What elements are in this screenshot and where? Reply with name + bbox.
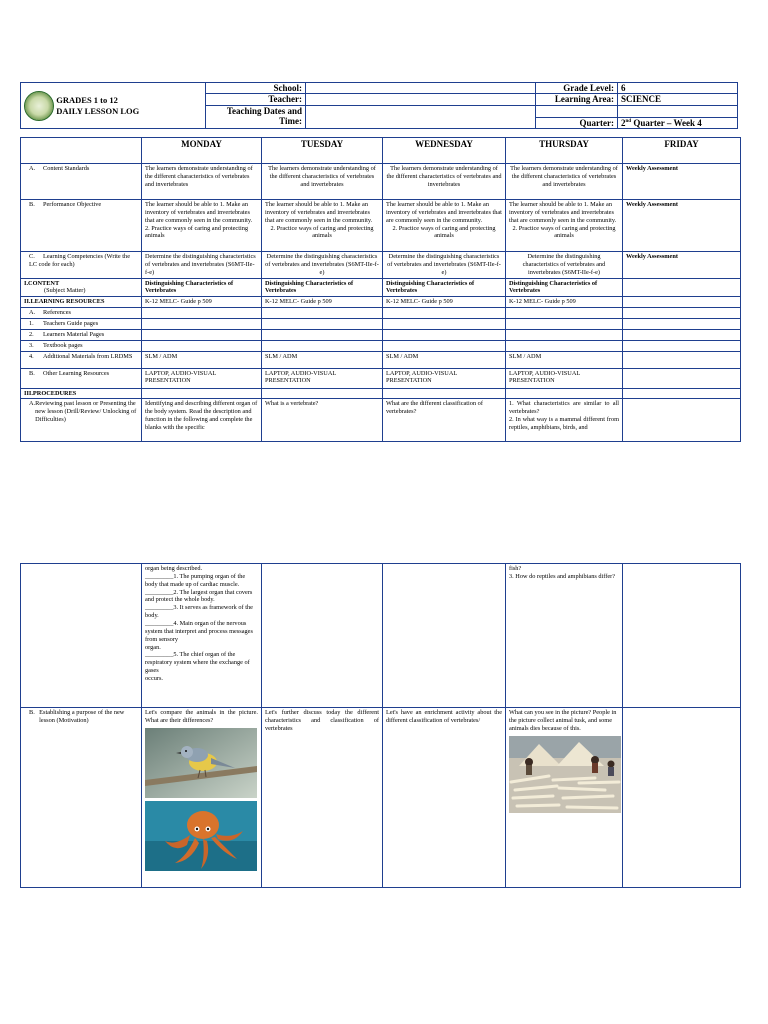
blank-cell [262, 340, 383, 351]
row-label-text: Content Standards [43, 165, 90, 172]
header-table [20, 82, 738, 129]
learning-area-label: Learning Area: [536, 94, 618, 105]
additional-thursday: SLM / ADM [506, 351, 623, 368]
row-label-performance-objective [21, 200, 142, 252]
row-label-text: Establishing a purpose of the new lesson (Motivation) [39, 709, 125, 724]
row-letter: C. [29, 253, 35, 260]
day-header-wednesday: WEDNESDAY [383, 138, 506, 164]
day-header-tuesday: TUESDAY [262, 138, 383, 164]
performance-item-2: 2. Practice ways of caring and protecting animals [512, 224, 616, 240]
reviewing-monday-continued [142, 564, 262, 708]
resources-thursday: K-12 MELC- Guide p 509 [506, 297, 623, 308]
row-label-text: Learning Competencies (Write the LC code for each) [29, 253, 130, 268]
reviewing-question-2: 2. In what way is a mammal different from reptiles, amphibians, birds, and [509, 416, 619, 432]
row-letter: B. [29, 369, 35, 377]
blank-cell [623, 388, 741, 399]
blank-cell [623, 351, 741, 368]
reviewing-thursday-continued [506, 564, 623, 708]
day-header-friday: FRIDAY [623, 138, 741, 164]
ivory-tusks-photo [509, 736, 621, 813]
grade-level-label: Grade Level: [536, 83, 618, 94]
row-label-content [21, 278, 142, 297]
octopus-photo [145, 801, 257, 871]
additional-monday: SLM / ADM [142, 351, 262, 368]
blank-cell [142, 319, 262, 330]
performance-item-2: 2. Practice ways of caring and protecting animals [145, 224, 248, 240]
reviewing-monday: Identifying and describing different organ of the body system. Read the description and function in the following and complete the blanks with the specific [142, 399, 262, 442]
blank-cell [506, 340, 623, 351]
day-header-thursday: THURSDAY [506, 138, 623, 164]
content-tuesday: Distinguishing Characteristics of Vertebrates [262, 278, 383, 297]
content-monday: Distinguishing Characteristics of Vertebrates [142, 278, 262, 297]
content-standards-friday: Weekly Assessment [623, 164, 741, 200]
quarter-suffix: nd [625, 118, 632, 124]
row-label-text: Learners Material Pages [43, 330, 105, 338]
performance-item-2: 2. Practice ways of caring and protecting animals [270, 224, 374, 240]
row-label-text: Additional Materials from LRDMS [43, 352, 133, 360]
performance-monday [142, 200, 262, 252]
other-tuesday: LAPTOP, AUDIO-VISUAL PRESENTATION [262, 368, 383, 388]
quarter-text: Quarter – Week 4 [631, 117, 702, 128]
text-line: organ. [145, 643, 161, 651]
blank-cell [142, 329, 262, 340]
blank-cell [623, 319, 741, 330]
blank-cell [506, 388, 623, 399]
lesson-log-continuation-table [20, 563, 741, 888]
row-label-reviewing [21, 399, 142, 442]
quarter-label: Quarter: [536, 117, 618, 128]
row-letter: A. [29, 165, 36, 172]
blank-cell [142, 388, 262, 399]
row-label-other-resources [21, 368, 142, 388]
other-wednesday: LAPTOP, AUDIO-VISUAL PRESENTATION [383, 368, 506, 388]
performance-item-2: 2. Practice ways of caring and protecting animals [392, 224, 496, 240]
text-line: _________3. It serves as framework of the body. [145, 604, 253, 620]
performance-friday: Weekly Assessment [623, 200, 741, 252]
blank-cell [623, 368, 741, 388]
blank-cell [623, 308, 741, 319]
blank-cell [383, 564, 506, 708]
blank-cell [506, 319, 623, 330]
text-line: organ being described. [145, 565, 203, 572]
blank-cell [623, 708, 741, 888]
row-label-text: Textbook pages [43, 341, 83, 349]
text-line: _________4. Main organ of the nervous system that interpret and process messages [145, 620, 253, 635]
row-letter: 4. [29, 352, 34, 360]
content-standards-wednesday: The learners demonstrate understanding of the different characteristics of vertebrates and invertebrates [383, 164, 506, 200]
blank-cell [262, 564, 383, 708]
row-label-learning-resources: II.LEARNING RESOURCES [21, 297, 142, 308]
teaching-dates-label [206, 105, 306, 128]
motivation-text: Let's compare the animals in the picture. What are their differences? [145, 709, 258, 724]
text-line: _________5. The chief organ of the respiratory system where the exchange of gases [145, 651, 250, 675]
content-standards-tuesday: The learners demonstrate understanding of the different characteristics of vertebrates and invertebrates [262, 164, 383, 200]
other-monday: LAPTOP, AUDIO-VISUAL PRESENTATION [142, 368, 262, 388]
row-label-learners-material [21, 329, 142, 340]
other-thursday: LAPTOP, AUDIO-VISUAL PRESENTATION [506, 368, 623, 388]
blank-cell [536, 105, 618, 117]
performance-item-1: The learner should be able to 1. Make an inventory of vertebrates and invertebrates that are commonly seen in the community. [145, 201, 253, 224]
blank-cell [383, 388, 506, 399]
row-letter: 2. [29, 330, 34, 338]
competencies-thursday: Determine the distinguishing characteristics of vertebrates and invertebrates (S6MT-IIe-f-e) [506, 252, 623, 279]
content-thursday: Distinguishing Characteristics of Vertebrates [506, 278, 623, 297]
performance-wednesday [383, 200, 506, 252]
additional-tuesday: SLM / ADM [262, 351, 383, 368]
content-standards-thursday: The learners demonstrate understanding of the different characteristics of vertebrates and invertebrates [506, 164, 623, 200]
reviewing-tuesday: What is a vertebrate? [262, 399, 383, 442]
additional-wednesday: SLM / ADM [383, 351, 506, 368]
blank-cell [383, 340, 506, 351]
blank-cell [383, 319, 506, 330]
learning-area-value: SCIENCE [618, 94, 738, 105]
blank-cell [262, 308, 383, 319]
motivation-monday [142, 708, 262, 888]
school-value [306, 83, 536, 94]
row-letter: B. [29, 709, 35, 716]
blank-cell [142, 308, 262, 319]
performance-tuesday [262, 200, 383, 252]
text-line: _________1. The pumping organ of the body that made up of cardiac muscle. [145, 572, 246, 588]
row-label-procedures: III.PROCEDURES [21, 388, 142, 399]
competencies-monday: Determine the distinguishing characteristics of vertebrates and invertebrates (S6MT-IIe-f-e) [142, 252, 262, 279]
text-line: fish? [509, 565, 522, 572]
content-wednesday: Distinguishing Characteristics of Vertebrates [383, 278, 506, 297]
resources-tuesday: K-12 MELC- Guide p 509 [262, 297, 383, 308]
competencies-tuesday: Determine the distinguishing characteristics of vertebrates and invertebrates (S6MT-IIe-f-e) [262, 252, 383, 279]
quarter-value [618, 117, 738, 128]
resources-monday: K-12 MELC- Guide p 509 [142, 297, 262, 308]
content-label: I.CONTENT [24, 279, 60, 287]
row-label-text: References [43, 309, 71, 317]
performance-item-1: The learner should be able to 1. Make an inventory of vertebrates and invertebrates that are commonly seen in the community. [509, 201, 617, 224]
row-label-text: Other Learning Resources [43, 369, 110, 377]
motivation-tuesday: Let's further discuss today the different characteristics and classification of vertebrates [262, 708, 383, 888]
grade-level-value: 6 [618, 83, 738, 94]
blank-cell [262, 329, 383, 340]
row-label-text: Performance Objective [43, 201, 102, 208]
motivation-wednesday: Let's have an enrichment activity about the different classification of vertebrates/ [383, 708, 506, 888]
blank-cell [262, 388, 383, 399]
row-label-text: Teachers Guide pages [43, 320, 99, 328]
performance-item-1: The learner should be able to 1. Make an inventory of vertebrates and invertebrates that are commonly seen in the community. [386, 201, 502, 224]
deped-seal-logo [24, 91, 54, 121]
teaching-dates-label-1: Teaching Dates and [226, 105, 302, 116]
teaching-dates-value [306, 105, 536, 128]
row-letter: 3. [29, 341, 34, 349]
blank-cell [623, 329, 741, 340]
teaching-dates-label-2: Time: [279, 116, 302, 127]
blank-cell [623, 564, 741, 708]
blank-cell [618, 105, 738, 117]
row-label-textbook [21, 340, 142, 351]
row-letter: B. [29, 201, 35, 208]
teacher-value [306, 94, 536, 105]
blank-cell [262, 319, 383, 330]
text-line: from sensory [145, 635, 179, 643]
blank-cell [623, 399, 741, 442]
content-friday [623, 278, 741, 297]
row-label-additional-materials [21, 351, 142, 368]
day-header-monday: MONDAY [142, 138, 262, 164]
blank-cell [623, 340, 741, 351]
quarter-number: 2 [621, 117, 626, 128]
row-label-text: Reviewing past lesson or Presenting the new lesson (Drill/Review/ Unlocking of Difficulties) [35, 400, 137, 424]
row-letter: A. [29, 309, 36, 317]
text-line: occurs. [145, 675, 164, 683]
motivation-thursday [506, 708, 623, 888]
row-label-references [21, 308, 142, 319]
blank-cell [383, 308, 506, 319]
reviewing-wednesday: What are the different classification of vertebrates? [383, 399, 506, 442]
performance-item-1: The learner should be able to 1. Make an inventory of vertebrates and invertebrates that are commonly seen in the community. [265, 201, 373, 224]
row-label-learning-competencies [21, 252, 142, 279]
title-line-1: GRADES 1 to 12 [56, 95, 118, 106]
text-line: 3. How do reptiles and amphibians differ? [509, 572, 616, 580]
performance-thursday [506, 200, 623, 252]
teacher-label: Teacher: [206, 94, 306, 105]
corner-cell [21, 138, 142, 164]
blank-cell [506, 308, 623, 319]
text-line: _________2. The largest organ that covers and protect the whole body. [145, 588, 253, 604]
row-letter: 1. [29, 320, 34, 328]
motivation-text: What can you see in the picture? People in the picture collect animal tusk, and some animals dies because of this. [509, 709, 617, 732]
blank-cell [383, 329, 506, 340]
row-label-motivation [21, 708, 142, 888]
resources-wednesday: K-12 MELC- Guide p 509 [383, 297, 506, 308]
school-label: School: [206, 83, 306, 94]
reviewing-thursday [506, 399, 623, 442]
competencies-friday: Weekly Assessment [623, 252, 741, 279]
content-standards-monday: The learners demonstrate understanding of the different characteristics of vertebrates and invertebrates [142, 164, 262, 200]
reviewing-question-1: 1. What characteristics are similar to all vertebrates? [509, 400, 619, 416]
title-cell [21, 83, 206, 129]
bird-photo [145, 728, 257, 798]
competencies-wednesday: Determine the distinguishing characteristics of vertebrates and invertebrates (S6MT-IIe-f-e) [383, 252, 506, 279]
blank-cell [21, 564, 142, 708]
blank-cell [142, 340, 262, 351]
lesson-log-table [20, 137, 741, 442]
content-sublabel: (Subject Matter) [44, 287, 86, 295]
row-letter: A. [29, 400, 36, 408]
row-label-content-standards [21, 164, 142, 200]
row-label-teachers-guide [21, 319, 142, 330]
resources-friday [623, 297, 741, 308]
title-line-2: DAILY LESSON LOG [56, 105, 140, 116]
blank-cell [506, 329, 623, 340]
